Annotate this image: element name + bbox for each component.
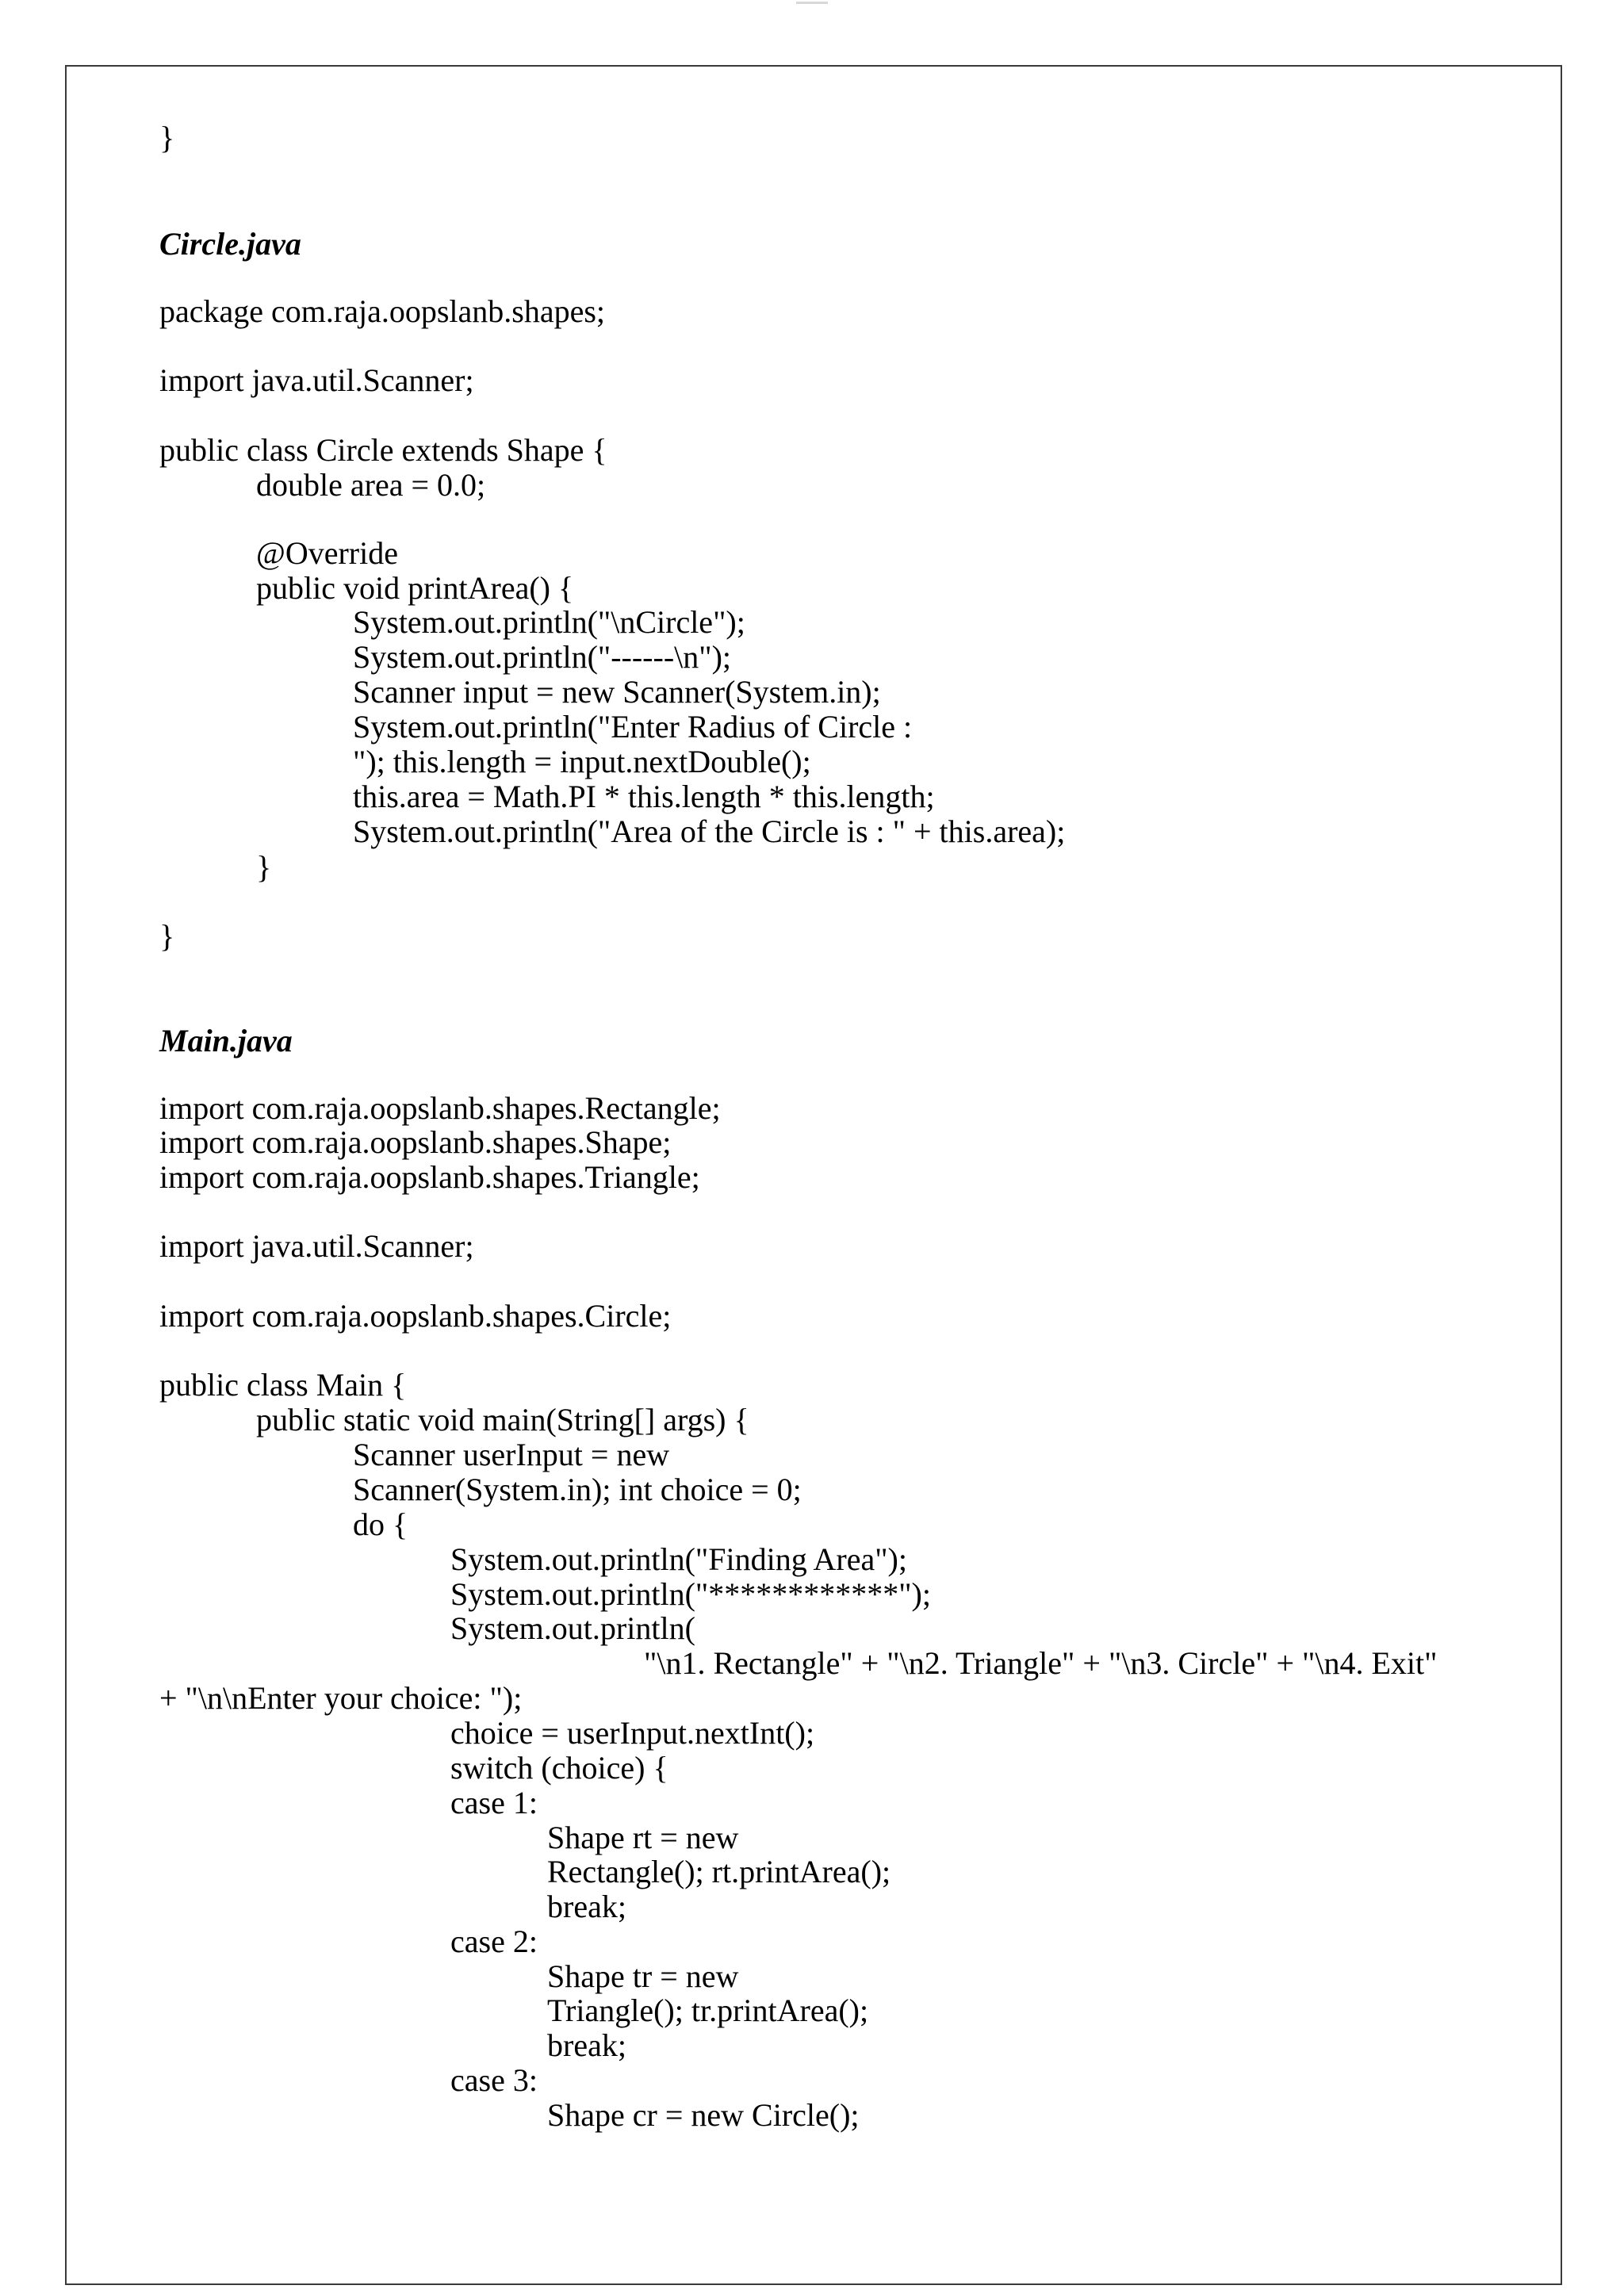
code-line: choice = userInput.nextInt();: [450, 1715, 815, 1751]
code-line: Scanner userInput = new: [353, 1437, 670, 1472]
code-line: @Override: [256, 535, 398, 571]
code-line: double area = 0.0;: [256, 467, 486, 503]
code-line: Triangle(); tr.printArea();: [547, 1992, 869, 2028]
code-line: System.out.println("************");: [450, 1576, 931, 1612]
code-line: System.out.println(: [450, 1610, 695, 1646]
file-heading: Main.java: [159, 1023, 293, 1058]
code-line: do {: [353, 1506, 408, 1542]
code-line: System.out.println("Area of the Circle is : " + this.area);: [353, 813, 1066, 849]
code-line: System.out.println("------\n");: [353, 639, 732, 675]
code-line: break;: [547, 2027, 626, 2063]
code-line: case 1:: [450, 1785, 538, 1820]
code-line: this.area = Math.PI * this.length * this.length;: [353, 779, 935, 814]
code-line: }: [159, 918, 175, 954]
code-line: import com.raja.oopslanb.shapes.Triangle;: [159, 1159, 700, 1195]
code-line: Shape tr = new: [547, 1958, 739, 1994]
code-line: import java.util.Scanner;: [159, 1228, 474, 1264]
code-line: case 2:: [450, 1924, 538, 1959]
file-heading: Circle.java: [159, 226, 301, 262]
code-line: public static void main(String[] args) {: [256, 1402, 749, 1437]
code-line: switch (choice) {: [450, 1750, 668, 1786]
code-line: public class Circle extends Shape {: [159, 432, 607, 468]
code-line: import com.raja.oopslanb.shapes.Rectangle;: [159, 1090, 721, 1126]
code-line: public void printArea() {: [256, 570, 574, 606]
code-line: import java.util.Scanner;: [159, 362, 474, 398]
code-line: }: [256, 849, 272, 885]
code-line: "); this.length = input.nextDouble();: [353, 744, 811, 779]
code-line: import com.raja.oopslanb.shapes.Shape;: [159, 1124, 672, 1160]
code-line: + "\n\nEnter your choice: ");: [159, 1680, 523, 1716]
code-line: System.out.println("\nCircle");: [353, 604, 745, 640]
code-line: break;: [547, 1889, 626, 1924]
code-line: System.out.println("Enter Radius of Circle :: [353, 709, 913, 745]
code-line: import com.raja.oopslanb.shapes.Circle;: [159, 1298, 672, 1334]
code-line: case 3:: [450, 2062, 538, 2098]
code-line: "\n1. Rectangle" + "\n2. Triangle" + "\n3. Circle" + "\n4. Exit": [644, 1645, 1438, 1681]
code-line: Shape rt = new: [547, 1820, 739, 1855]
code-line: System.out.println("Finding Area");: [450, 1541, 907, 1577]
top-edge-mark: [796, 2, 828, 4]
code-line: Shape cr = new Circle();: [547, 2097, 860, 2133]
code-line: Scanner input = new Scanner(System.in);: [353, 674, 881, 710]
code-line: public class Main {: [159, 1367, 407, 1403]
code-line: Rectangle(); rt.printArea();: [547, 1854, 891, 1889]
code-line: }: [159, 120, 175, 155]
code-line: package com.raja.oopslanb.shapes;: [159, 293, 606, 329]
code-line: Scanner(System.in); int choice = 0;: [353, 1472, 802, 1507]
